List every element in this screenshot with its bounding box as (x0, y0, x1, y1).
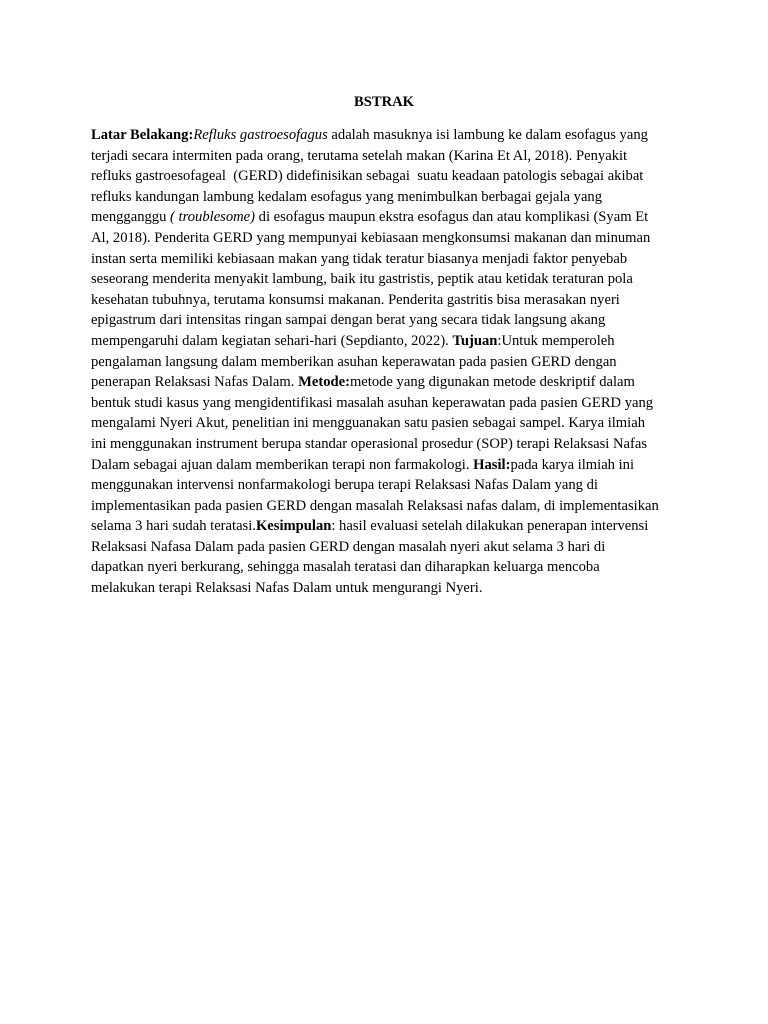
abstract-line (91, 228, 683, 249)
text-run: menggunakan intervensi nonfarmakologi berupa terapi Relaksasi Nafas Dalam yang di (91, 477, 598, 494)
abstract-line (91, 372, 683, 393)
text-run: kesehatan tubuhnya, terutama konsumsi makanan. Penderita gastritis bisa merasakan nyeri (91, 291, 620, 308)
abstract-line (91, 249, 683, 270)
bold-label: Hasil: (473, 456, 511, 473)
abstract-line (91, 269, 683, 290)
text-run: pada karya ilmiah ini (510, 456, 635, 473)
abstract-line (91, 557, 683, 578)
abstract-line (91, 434, 683, 455)
text-run: Al, 2018). Penderita GERD yang mempunyai kebiasaan mengkonsumsi makanan dan minuman (91, 229, 651, 246)
abstract-line (91, 207, 683, 228)
abstract-line (91, 537, 683, 558)
text-run: adalah masuknya isi lambung ke dalam esofagus yang (327, 127, 648, 143)
bold-label: Kesimpulan (255, 518, 332, 535)
abstract-body (91, 125, 683, 599)
abstract-line (91, 496, 683, 517)
text-run: bentuk studi kasus yang mengidentifikasi masalah asuhan keperawatan pada pasien GERD yang (91, 394, 654, 411)
abstract-title: BSTRAK (353, 94, 414, 110)
bold-label: Latar Belakang: (91, 127, 194, 143)
abstract-line (91, 516, 683, 537)
abstract-line (91, 125, 683, 146)
text-run: Relaksasi Nafasa Dalam pada pasien GERD dengan masalah nyeri akut selama 3 hari di (91, 538, 606, 555)
abstract-line (91, 455, 683, 476)
abstract-line (91, 393, 683, 414)
abstract-line (91, 352, 683, 373)
text-run: di esofagus maupun ekstra esofagus dan atau komplikasi (Syam Et (255, 209, 649, 226)
italic-term: ( troublesome) (170, 209, 256, 226)
text-run: metode yang digunakan metode deskriptif dalam (349, 374, 635, 391)
text-run: terjadi secara intermiten pada orang, terutama setelah makan (Karina Et Al, 2018). Penyakit (91, 147, 628, 164)
text-run: mempengaruhi dalam kegiatan sehari-hari (Sepdianto, 2022). (91, 332, 453, 349)
text-run: instan serta memiliki kebiasaan makan yang tidak teratur biasanya menjadi faktor penyebab (91, 250, 628, 267)
text-run: dapatkan nyeri berkurang, sehingga masalah teratasi dan diharapkan keluarga mencoba (91, 559, 600, 576)
text-run: Dalam sebagai ajuan dalam memberikan terapi non farmakologi. (91, 456, 474, 473)
text-run: implementasikan pada pasien GERD dengan masalah Relaksasi nafas dalam, di implementasikan (91, 497, 659, 514)
abstract-line (91, 166, 683, 187)
text-run: pengalaman langsung dalam memberikan asuhan keperawatan pada pasien GERD dengan (91, 353, 617, 370)
abstract-line (91, 146, 683, 167)
italic-term: Refluks gastroesofagus (193, 127, 328, 143)
text-run: penerapan Relaksasi Nafas Dalam. (91, 374, 299, 391)
abstract-line (91, 578, 683, 599)
abstract-line (91, 310, 683, 331)
bold-label: Tujuan (452, 332, 498, 349)
abstract-line (91, 331, 683, 352)
text-run: mengalami Nyeri Akut, penelitian ini mengguanakan satu pasien sebagai sampel. Karya ilmiah (91, 415, 645, 432)
text-run: selama 3 hari sudah teratasi. (91, 518, 256, 535)
text-run: :Untuk memperoleh (497, 332, 615, 349)
abstract-line (91, 475, 683, 496)
bold-label: Metode: (298, 374, 350, 391)
text-run: epigastrum dari intensitas ringan sampai dengan berat yang secara tidak langsung akang (91, 312, 606, 329)
text-run: ini menggunakan instrument berupa standar operasional prosedur (SOP) terapi Relaksasi Nafas (91, 435, 648, 452)
text-run: : hasil evaluasi setelah dilakukan penerapan intervensi (331, 518, 649, 535)
text-run: refluks gastroesofageal (GERD) didefinisikan sebagai suatu keadaan patologis sebagai akibat (91, 168, 644, 185)
text-run: refluks kandungan lambung kedalam esofagus yang menimbulkan berbagai gejala yang (91, 188, 603, 205)
text-run: melakukan terapi Relaksasi Nafas Dalam untuk mengurangi Nyeri. (91, 580, 483, 597)
abstract-line (91, 187, 683, 208)
abstract-line (91, 290, 683, 311)
text-run: mengganggu (91, 209, 171, 226)
text-run: seseorang menderita menyakit lambung, baik itu gastristis, peptik atau ketidak teraturan pola (91, 271, 633, 288)
abstract-line (91, 413, 683, 434)
